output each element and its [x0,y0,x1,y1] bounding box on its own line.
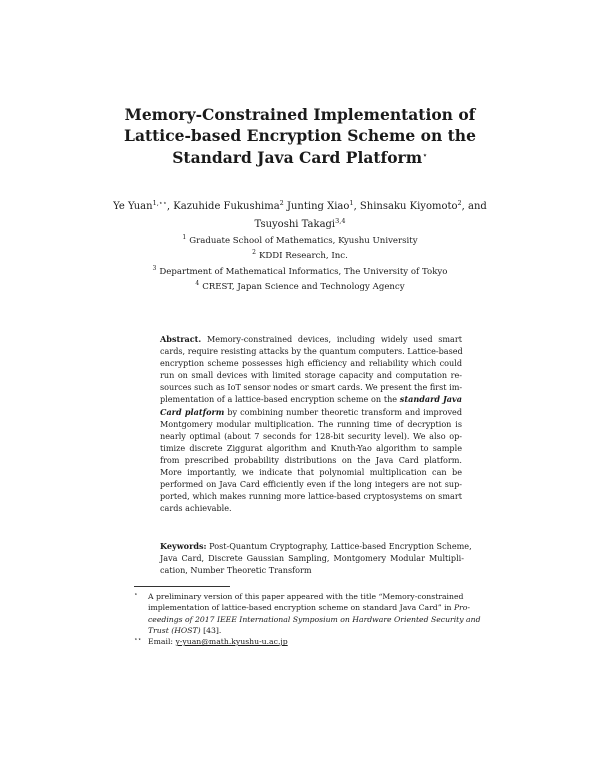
abstract-text: plementation of a lattice-based encryption scheme on the [160,394,398,405]
footnote-rule [134,586,230,587]
affiliation-text: Graduate School of Mathematics, Kyushu University [189,236,418,246]
keywords-line: Java Card, Discrete Gaussian Sampling, Montgomery Modular Multipli- [160,553,464,564]
footnote-italic: Pro- [453,603,471,613]
affiliation-list [100,232,500,294]
abstract-line [160,333,462,345]
abstract-label: Abstract. [160,334,202,344]
footnote-line [148,625,465,636]
author-affil-marker: 3,4 [335,217,346,225]
abstract-emphasis: Card platform [160,406,225,417]
author-name: Shinsaku Kiyomoto [359,201,458,212]
affiliation-number: 1 [182,234,187,241]
affiliation-number: 4 [195,280,200,288]
abstract-line: More importantly, we indicate that polynomial multiplication can be [160,467,462,478]
affiliation-item [100,278,500,293]
keywords [160,540,472,576]
author-line [100,214,500,232]
author-affil-marker: 2 [457,199,462,207]
keywords-text: Post-Quantum Cryptography, Lattice-based Encryption Scheme, [209,541,472,551]
title-line [100,146,500,168]
footnote-italic: ceedings of 2017 IEEE International Symposium on Hardware Oriented Security and [148,614,481,624]
keywords-line: cation, Number Theoretic Transform [160,565,312,576]
affiliation-text: CREST, Japan Science and Technology Agency [202,282,405,293]
abstract-line: Montgomery modular multiplication. The running time of decryption is [160,418,462,429]
abstract-line: from prescribed probability distributions on the Java Card platform. [160,454,462,465]
affiliation-number: 3 [152,264,157,272]
affiliation-number: 2 [252,249,256,257]
abstract-line: run on small devices with limited storage capacity and computation re- [160,370,462,381]
footnote-text: implementation of lattice-based encryption scheme on standard Java Card” in [148,603,452,613]
abstract-line [160,406,462,418]
footnote-marker: ⋆ [134,591,138,598]
affiliation-text: KDDI Research, Inc. [258,251,348,262]
affiliation-item [100,232,500,247]
author-affil-marker: 2 [279,199,284,207]
footnote-preliminary [134,591,481,636]
affiliation-text: Department of Mathematical Informatics, The University of Tokyo [159,266,448,277]
author-name: Tsuyoshi Takagi [254,219,336,230]
abstract [160,333,462,514]
author-name: Junting Xiao [286,201,350,212]
abstract-line: cards, require resisting attacks by the quantum computers. Lattice-based [160,346,463,357]
abstract-line: encryption scheme possesses high efficiency and reliability which could [160,358,462,369]
abstract-emphasis: standard Java [399,394,462,405]
footnote-email-label: Email: [148,637,173,647]
author-list [100,196,500,232]
abstract-line: timize discrete Ziggurat algorithm and Knuth-Yao algorithm to sample [160,442,462,453]
title-line: Memory-Constrained Implementation of [124,105,476,124]
affiliation-item [100,247,500,262]
footnote-marker: ⋆⋆ [134,636,142,644]
author-name: Kazuhide Fukushima [173,201,280,212]
author-affil-marker: 1,⋆⋆ [152,199,167,207]
footnote-text: [43]. [203,625,222,635]
keywords-line [160,540,472,552]
footnote-line: A preliminary version of this paper appeared with the title “Memory-constrained [148,592,464,601]
footnote-line [148,636,465,647]
footnote-line [148,614,481,625]
abstract-line: performed on Java Card efficiently even if the long integers are not sup- [160,479,462,490]
abstract-line: sources such as IoT sensor nodes or smart cards. We present the first im- [160,382,463,393]
keywords-label: Keywords: [160,541,207,551]
author-line: Ye Yuan$^{1,⋆⋆}$, Kazuhide Fukushima$^2$ Junting Xiao$^1$, Shinsaku Kiyomoto$^2$, and [113,199,487,212]
title-line-text: Standard Java Card Platform [172,148,423,167]
author-connector: and [468,201,487,212]
abstract-text: by combining number theoretic transform and improved [227,406,462,417]
abstract-text: Memory-constrained devices, including widely used smart [206,334,462,344]
footnote-email [134,636,465,647]
abstract-line: nearly optimal (about 7 seconds for 128-bit security level). We also op- [160,430,462,441]
footnote-italic: Trust (HOST) [148,625,201,635]
abstract-line [160,393,462,405]
title-footnote-marker: ⋆ [422,151,428,161]
email-link[interactable]: y-yuan@math.kyushu-u.ac.jp [175,637,288,647]
abstract-line: ported, which makes running more lattice-based cryptosystems on smart [160,491,462,502]
author-name: Ye Yuan [113,201,153,212]
paper-title [100,104,500,168]
author-affil-marker: 1 [349,199,354,207]
abstract-line: cards achievable. [160,503,232,514]
title-line: Lattice-based Encryption Scheme on the [124,126,476,145]
footnote-line [148,602,471,613]
footnotes [134,591,481,647]
affiliation-item [100,263,500,278]
